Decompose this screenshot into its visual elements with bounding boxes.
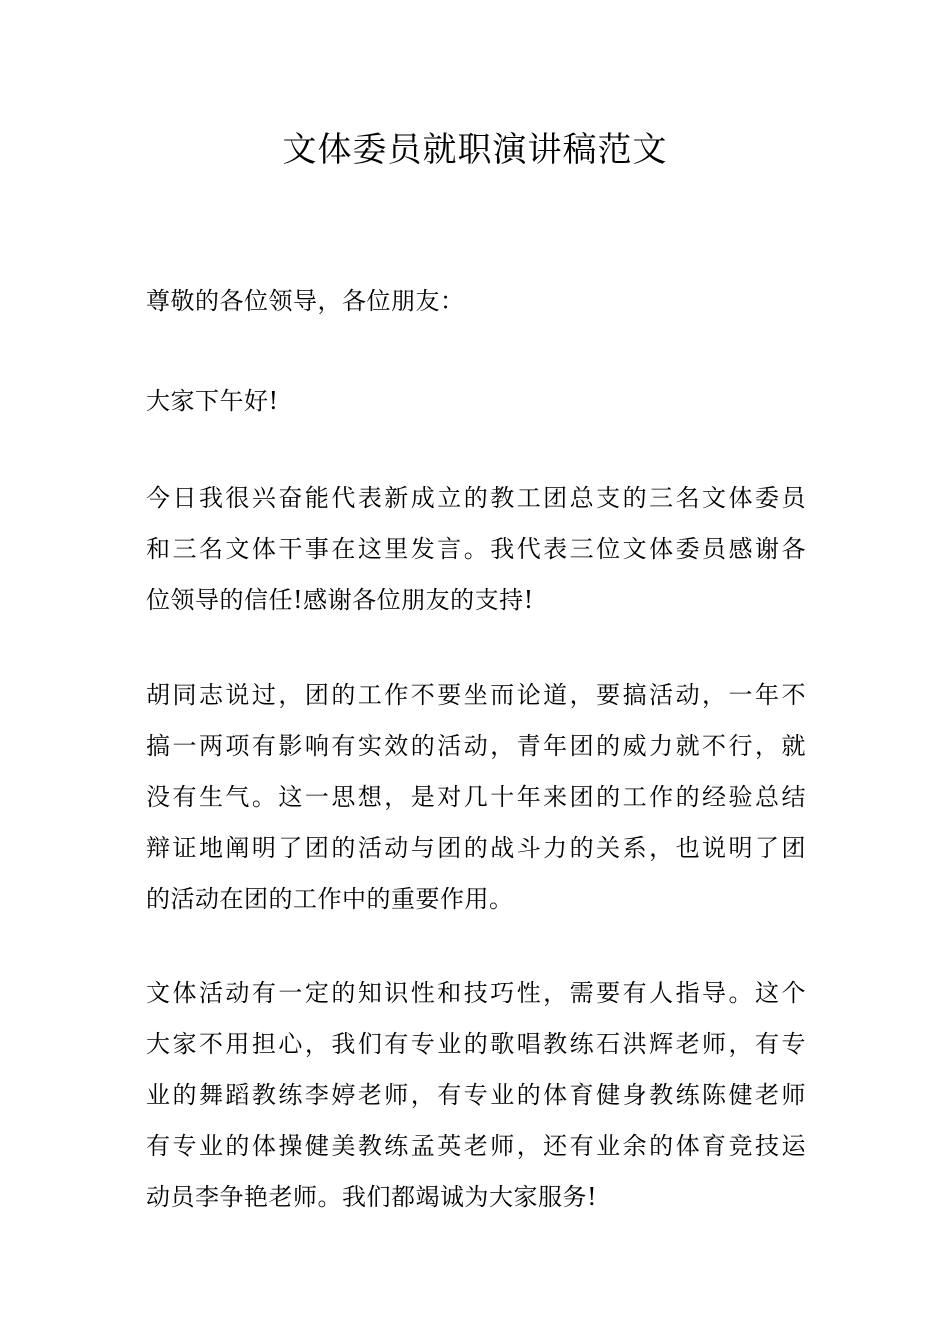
paragraph-line: 和三名文体干事在这里发言。我代表三位文体委员感谢各 xyxy=(146,535,806,563)
paragraph-activities xyxy=(146,968,806,1223)
paragraph-line: 搞一两项有影响有实效的活动，青年团的威力就不行，就 xyxy=(146,732,806,760)
paragraph-line: 辩证地阐明了团的活动与团的战斗力的关系，也说明了团 xyxy=(146,834,806,862)
paragraph-line: 文体活动有一定的知识性和技巧性，需要有人指导。这个 xyxy=(146,979,806,1007)
paragraph-line: 胡同志说过，团的工作不要坐而论道，要搞活动，一年不 xyxy=(146,681,806,709)
paragraph-line: 业的舞蹈教练李婷老师，有专业的体育健身教练陈健老师 xyxy=(146,1081,806,1109)
paragraph-quote xyxy=(146,670,806,925)
paragraph-line: 今日我很兴奋能代表新成立的教工团总支的三名文体委员 xyxy=(146,484,806,512)
greeting-line xyxy=(146,376,806,427)
document-title: 文体委员就职演讲稿范文 xyxy=(282,130,668,170)
greeting-text: 大家下午好! xyxy=(146,387,279,415)
salutation-text: 尊敬的各位领导，各位朋友： xyxy=(146,287,465,315)
paragraph-intro xyxy=(146,473,806,626)
salutation-line xyxy=(146,276,806,327)
paragraph-line: 的活动在团的工作中的重要作用。 xyxy=(146,885,514,913)
paragraph-line: 大家不用担心，我们有专业的歌唱教练石洪辉老师，有专 xyxy=(146,1030,806,1058)
paragraph-line: 没有生气。这一思想，是对几十年来团的工作的经验总结 xyxy=(146,783,806,811)
paragraph-line: 有专业的体操健美教练孟英老师，还有业余的体育竞技运 xyxy=(146,1132,806,1160)
paragraph-line: 动员李争艳老师。我们都竭诚为大家服务! xyxy=(146,1183,598,1211)
paragraph-line: 位领导的信任!感谢各位朋友的支持! xyxy=(146,586,534,614)
